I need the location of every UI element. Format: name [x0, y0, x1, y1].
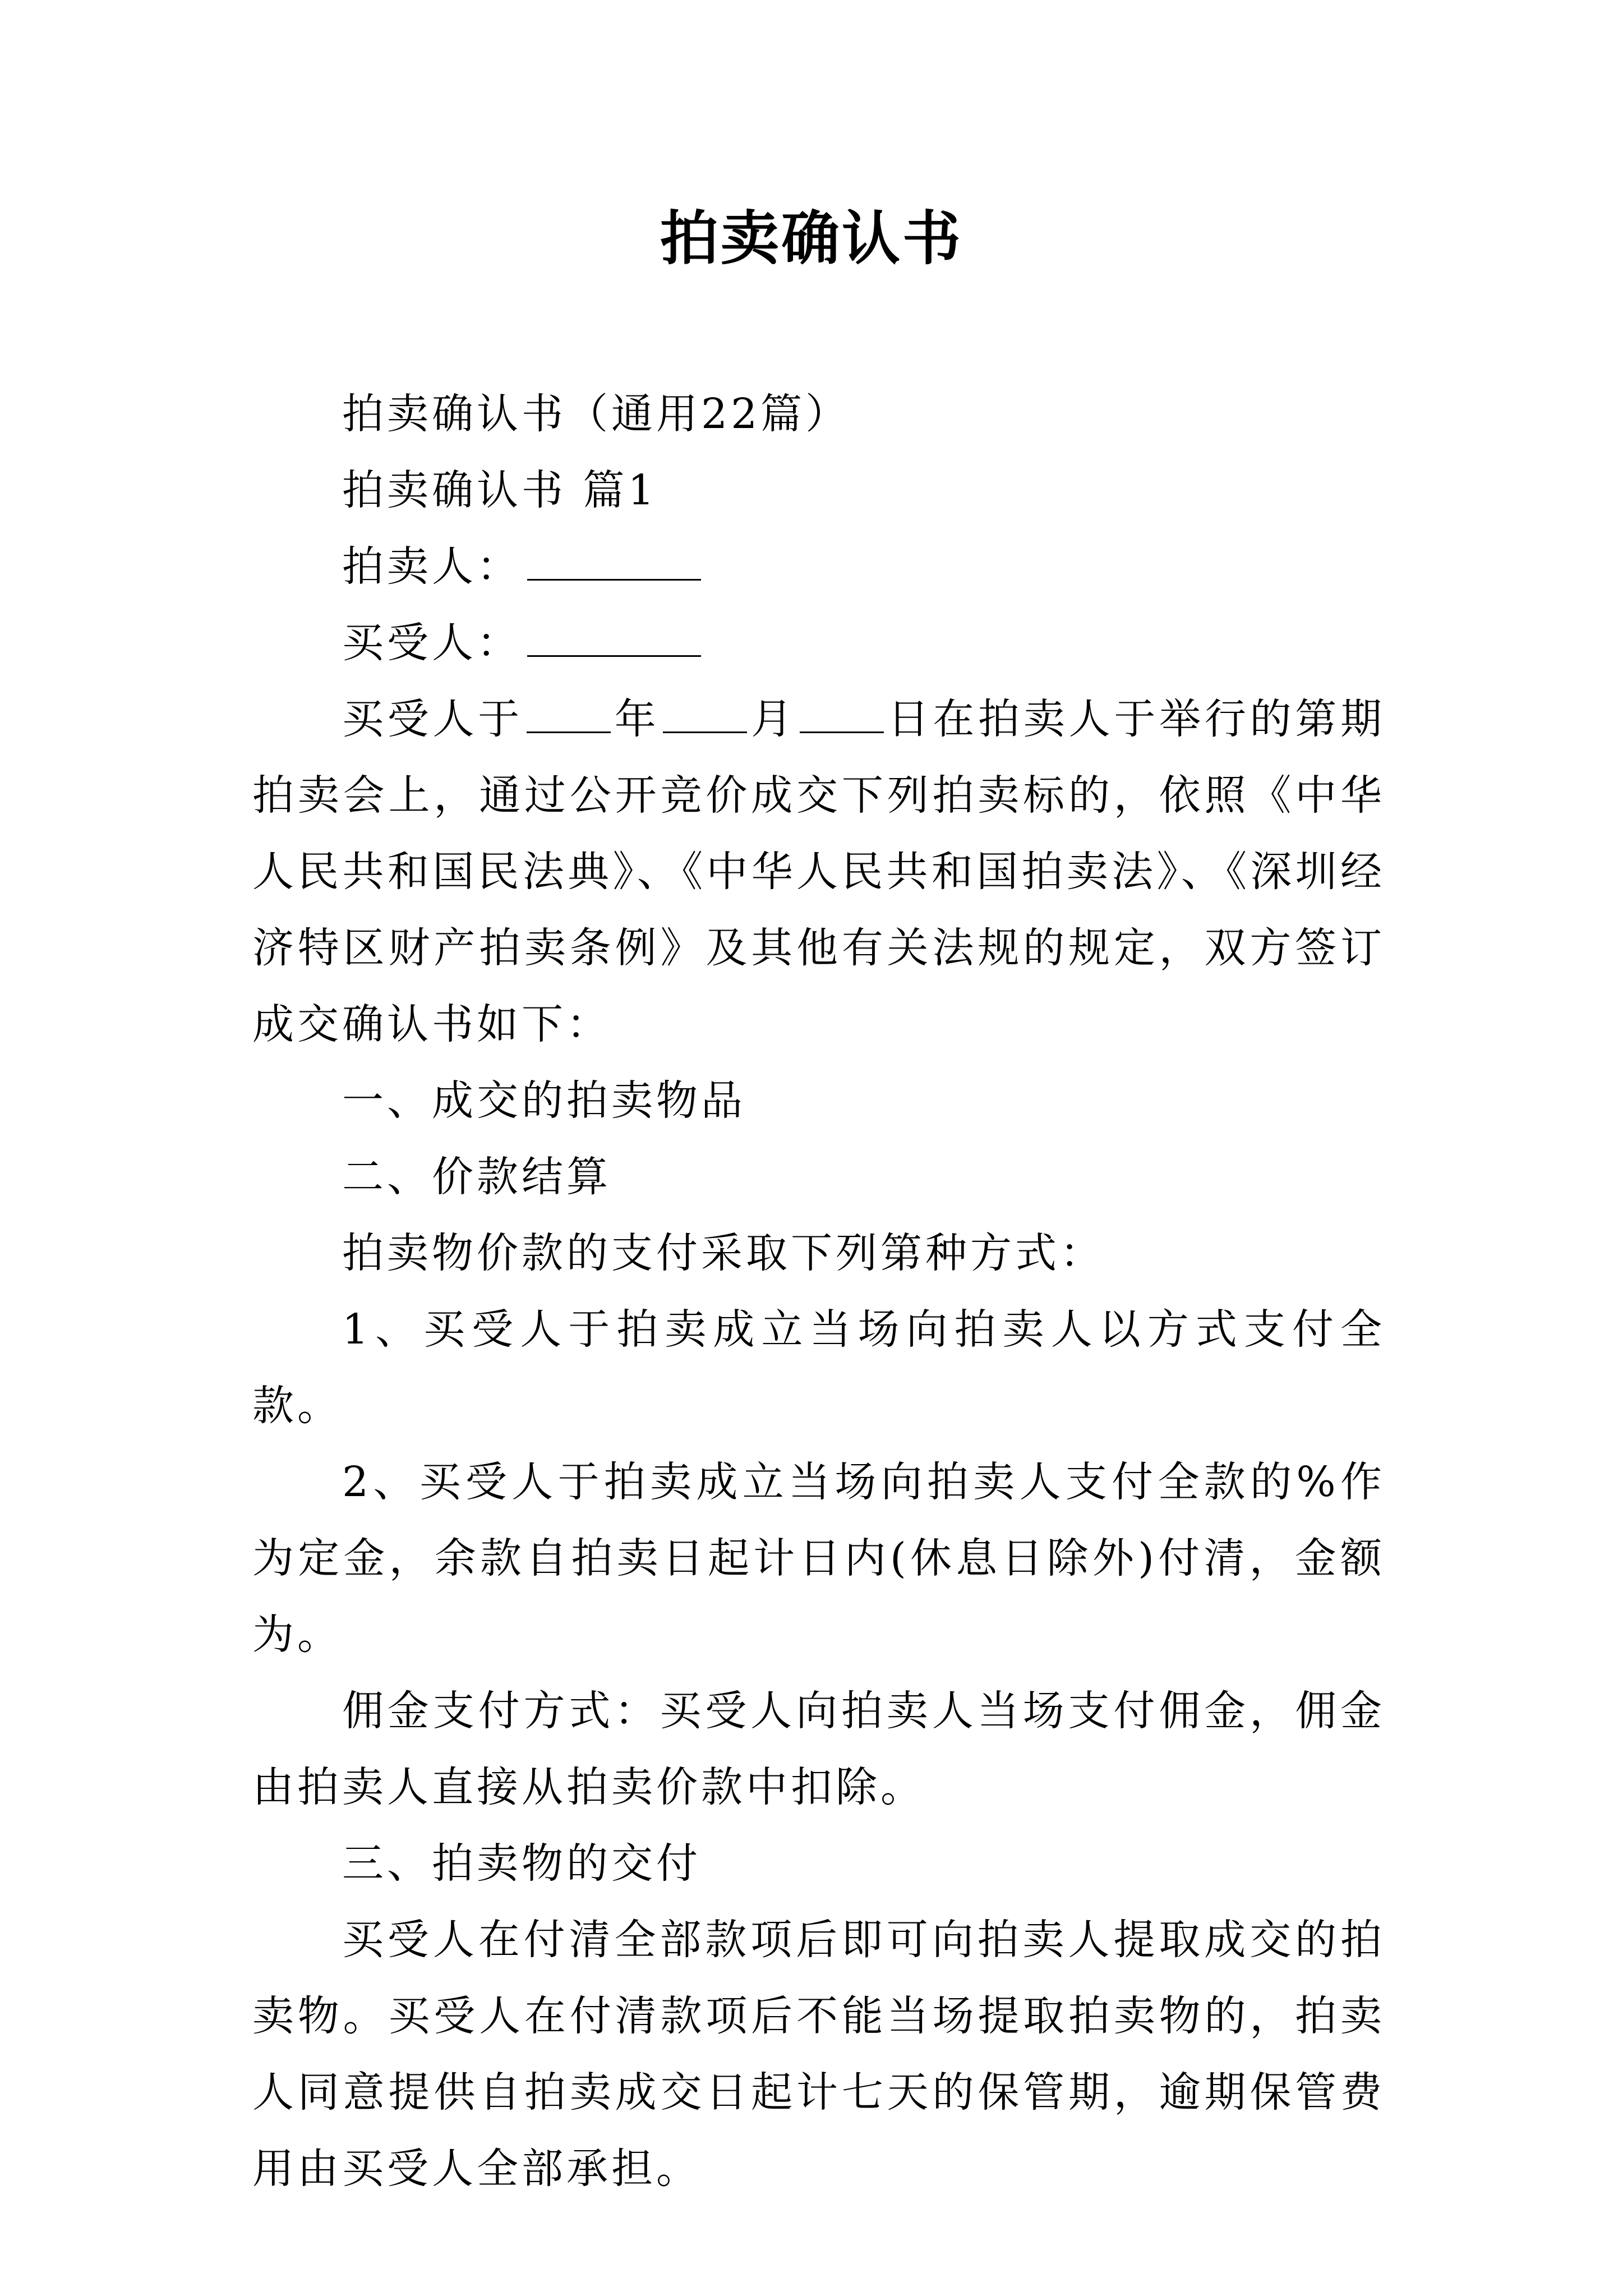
year-blank [527, 696, 611, 733]
auctioneer-line [252, 528, 1385, 605]
intro-part1: 买受人于 [342, 695, 523, 743]
section-3-heading: 三、拍卖物的交付 [342, 1839, 701, 1888]
buyer-blank [527, 619, 701, 657]
document-title: 拍卖确认书 [660, 204, 963, 273]
document-body [252, 376, 1385, 2207]
day-blank [800, 696, 884, 733]
auctioneer-label: 拍卖人： [342, 542, 522, 591]
buyer-line [252, 605, 1385, 681]
delivery-paragraph: 买受人在付清全部款项后即可向拍卖人提取成交的拍卖物。买受人在付清款项后不能当场提取拍卖物的，拍卖人同意提供自拍卖成交日起计七天的保管期，逾期保管费用由买受人全部承担。 [252, 1916, 1385, 2193]
intro-year: 年 [614, 695, 660, 743]
subtitle: 拍卖确认书（通用22篇） [342, 390, 851, 438]
section-1-heading: 一、成交的拍卖物品 [342, 1076, 746, 1125]
month-blank [663, 696, 747, 733]
payment-item-1: 1、买受人于拍卖成立当场向拍卖人以方式支付全款。 [252, 1305, 1385, 1430]
payment-intro: 拍卖物价款的支付采取下列第种方式： [342, 1229, 1105, 1277]
intro-month: 月 [750, 695, 796, 743]
buyer-label: 买受人： [342, 619, 522, 667]
auctioneer-blank [527, 543, 701, 581]
commission-paragraph: 佣金支付方式：买受人向拍卖人当场支付佣金，佣金由拍卖人直接从拍卖价款中扣除。 [252, 1687, 1385, 1811]
section-2-heading: 二、价款结算 [342, 1153, 611, 1201]
intro-part2: 日在拍卖人于举行的第期拍卖会上，通过公开竞价成交下列拍卖标的，依照《中华人民共和国民法典》、《中华人民共和国拍卖法》、《深圳经济特区财产拍卖条例》及其他有关法规的规定，双方签订成交确认书如下： [252, 695, 1386, 1048]
intro-paragraph [252, 681, 1385, 1062]
section-heading: 拍卖确认书 篇1 [342, 466, 658, 514]
payment-item-2: 2、买受人于拍卖成立当场向拍卖人支付全款的%作为定金，余款自拍卖日起计日内(休息日除外)付清，金额为。 [252, 1458, 1385, 1659]
